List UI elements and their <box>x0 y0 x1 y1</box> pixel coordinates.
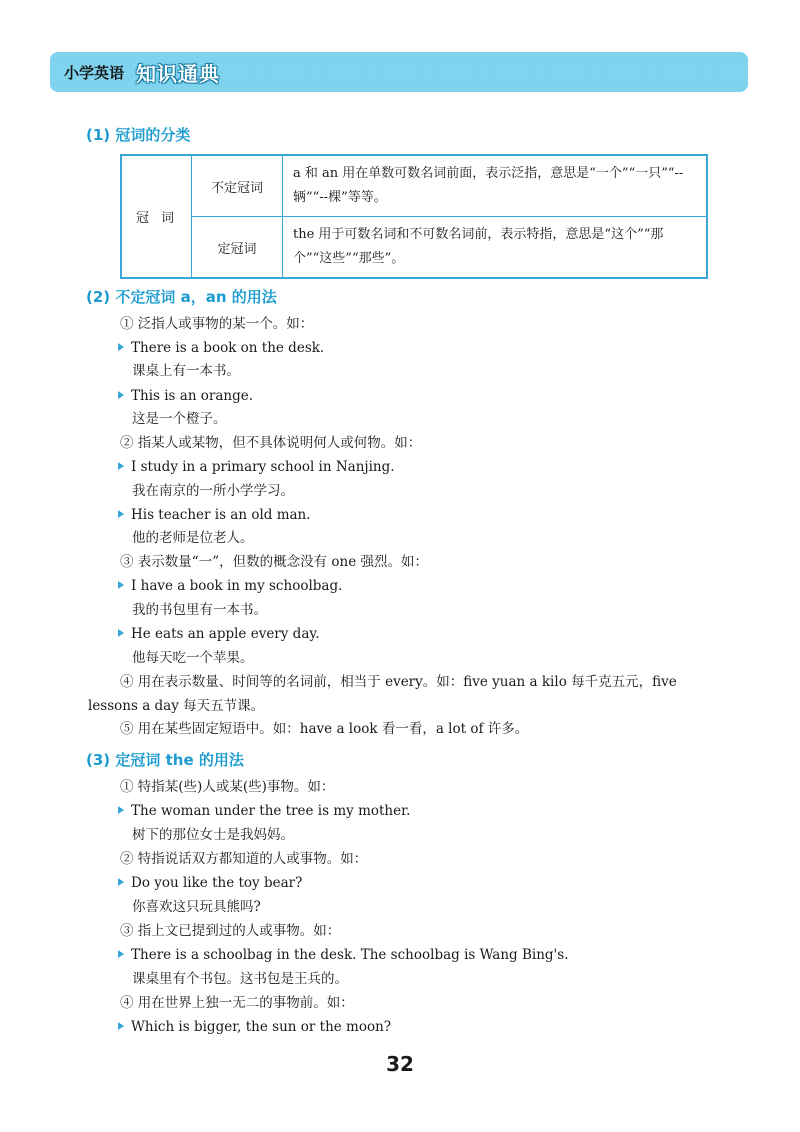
bullet-triangle-icon <box>118 510 124 518</box>
table-category-cell: 冠词 <box>121 155 192 278</box>
section-heading-2: (2) 不定冠词 a，an 的用法 <box>86 288 277 306</box>
example-sentence: Do you like the toy bear? <box>118 873 302 893</box>
example-translation: 课桌里有个书包。这书包是王兵的。 <box>132 971 348 987</box>
example-translation: 我在南京的一所小学学习。 <box>132 483 294 499</box>
usage-point: ⑤ 用在某些固定短语中。如：have a look 看一看，a lot of 许多。 <box>120 721 529 737</box>
example-sentence: There is a book on the desk. <box>118 338 324 358</box>
bullet-triangle-icon <box>118 391 124 399</box>
bullet-triangle-icon <box>118 581 124 589</box>
usage-point: ② 特指说话双方都知道的人或事物。如： <box>120 851 368 867</box>
usage-point: ① 泛指人或事物的某一个。如： <box>120 316 314 332</box>
bullet-triangle-icon <box>118 1022 124 1030</box>
page-number: 32 <box>386 1052 414 1076</box>
bullet-triangle-icon <box>118 629 124 637</box>
example-sentence: I study in a primary school in Nanjing. <box>118 457 395 477</box>
example-translation: 他的老师是位老人。 <box>132 530 254 546</box>
example-translation: 你喜欢这只玩具熊吗? <box>132 899 261 915</box>
example-translation: 树下的那位女士是我妈妈。 <box>132 827 294 843</box>
header-banner <box>50 52 748 92</box>
example-translation: 课桌上有一本书。 <box>132 363 240 379</box>
example-sentence: There is a schoolbag in the desk. The schoolbag is Wang Bing's. <box>118 945 568 965</box>
banner-title: 知识通典 <box>136 62 220 86</box>
bullet-triangle-icon <box>118 806 124 814</box>
example-translation: 他每天吃一个苹果。 <box>132 650 254 666</box>
bullet-triangle-icon <box>118 462 124 470</box>
usage-point: ① 特指某(些)人或某(些)事物。如： <box>120 779 335 795</box>
bullet-triangle-icon <box>118 950 124 958</box>
example-translation: 这是一个橙子。 <box>132 411 227 427</box>
example-sentence: His teacher is an old man. <box>118 505 311 525</box>
table-desc-cell: a 和 an 用在单数可数名词前面，表示泛指，意思是“一个”“一只”“--辆”“--棵”等等。 <box>283 155 708 217</box>
usage-point: ③ 表示数量“一”，但数的概念没有 one 强烈。如： <box>120 554 428 570</box>
example-sentence: Which is bigger, the sun or the moon? <box>118 1017 391 1037</box>
example-sentence: He eats an apple every day. <box>118 624 320 644</box>
usage-point: ② 指某人或某物，但不具体说明何人或何物。如： <box>120 435 422 451</box>
example-sentence: The woman under the tree is my mother. <box>118 801 410 821</box>
usage-point: ④ 用在世界上独一无二的事物前。如： <box>120 995 354 1011</box>
example-sentence: I have a book in my schoolbag. <box>118 576 342 596</box>
section-heading-3: (3) 定冠词 the 的用法 <box>86 751 244 769</box>
section-heading-1: (1) 冠词的分类 <box>86 126 191 144</box>
usage-point: ③ 指上文已提到过的人或事物。如： <box>120 923 341 939</box>
example-translation: 我的书包里有一本书。 <box>132 602 267 618</box>
bullet-triangle-icon <box>118 878 124 886</box>
example-sentence: This is an orange. <box>118 386 253 406</box>
article-classification-table <box>120 154 708 279</box>
usage-point: ④ 用在表示数量、时间等的名词前，相当于 every。如：five yuan a kilo 每千克五元，five <box>120 674 677 690</box>
table-type-cell: 不定冠词 <box>192 155 283 217</box>
table-type-cell: 定冠词 <box>192 217 283 279</box>
table-desc-cell: the 用于可数名词和不可数名词前，表示特指，意思是“这个”“那个”“这些”“那些”。 <box>283 217 708 279</box>
bullet-triangle-icon <box>118 343 124 351</box>
usage-point-continuation: lessons a day 每天五节课。 <box>88 698 265 714</box>
banner-subject: 小学英语 <box>64 64 125 82</box>
